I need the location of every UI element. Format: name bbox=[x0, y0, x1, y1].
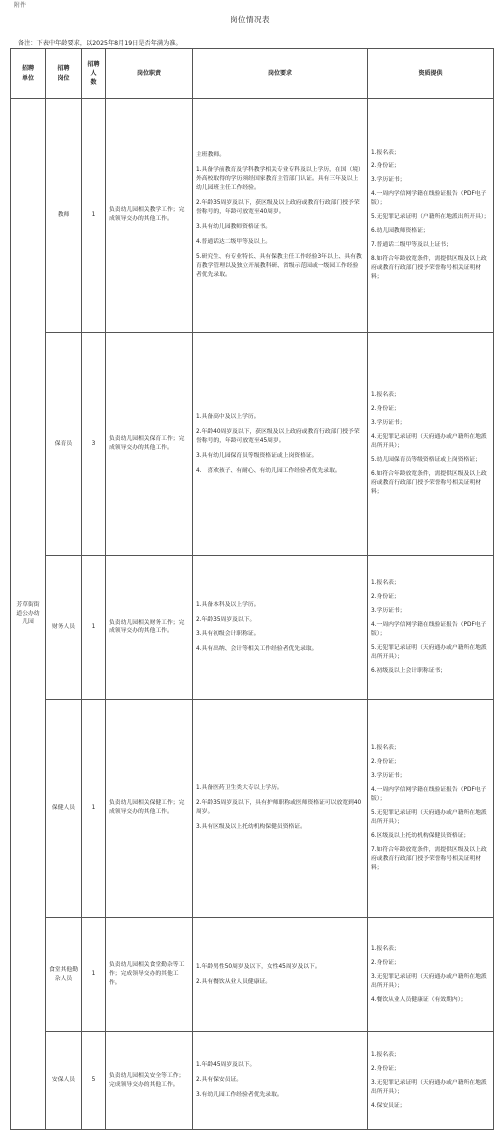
header-post: 招聘 岗位 bbox=[46, 49, 82, 99]
material-item: 3.学历证书； bbox=[371, 608, 406, 615]
requirement-item: 3.具有区级及以上托幼机构保健员资格证。 bbox=[196, 824, 306, 831]
material-item: 2.身份证； bbox=[371, 406, 400, 413]
material-item: 4.餐饮从业人员健康证（有效期内）； bbox=[371, 996, 467, 1003]
document-title: 岗位情况表 bbox=[230, 15, 270, 24]
materials-cell bbox=[368, 699, 494, 917]
header-duties: 岗位职责 bbox=[106, 49, 193, 99]
table-header-row bbox=[11, 49, 494, 99]
requirement-item: 4.具有出纳、会计等相关工作经验者优先录取。 bbox=[196, 646, 318, 653]
materials-cell bbox=[368, 1032, 494, 1130]
requirements-cell bbox=[193, 699, 368, 917]
post-cell: 财务人员 bbox=[46, 556, 82, 699]
attachment-label: 附件 bbox=[14, 2, 27, 9]
duties-cell: 负责幼儿园相关财务工作；完成领导交办的其他工作。 bbox=[106, 556, 193, 699]
material-item: 4.一周内学信网学籍在线验证报告（PDF电子版）； bbox=[371, 191, 487, 207]
table-row bbox=[11, 1032, 494, 1130]
requirement-item: 3.具有幼儿园教师资格证书。 bbox=[196, 223, 272, 230]
material-item: 6.初级及以上会计职称证书； bbox=[371, 667, 447, 674]
material-item: 4.一周内学信网学籍在线验证报告（PDF电子版）； bbox=[371, 622, 487, 637]
material-item: 4.保安员证； bbox=[371, 1102, 406, 1109]
material-item: 5.幼儿园保育员等级资格证或上岗资格证； bbox=[371, 457, 481, 464]
count-cell: 1 bbox=[82, 917, 106, 1031]
material-item: 1.报名表； bbox=[371, 580, 400, 587]
table-row bbox=[11, 99, 494, 333]
material-item: 2.身份证； bbox=[371, 1065, 400, 1072]
duties-cell: 负责幼儿园相关安全等工作；完成领导交办的其他工作。 bbox=[106, 1032, 193, 1130]
post-cell: 食堂其他勤杂人员 bbox=[46, 917, 82, 1031]
requirement-item: 1.年龄男性50周岁及以下，女性45周岁及以下。 bbox=[196, 963, 321, 970]
material-item: 5.无犯罪记录证明（天府通办或户籍所在地派出所开具）； bbox=[371, 644, 487, 660]
material-item: 8.如符合年龄放宽条件，需提供区级及以上政府或教育行政部门授予荣誉称号相关证明材料； bbox=[371, 256, 487, 281]
post-cell: 教师 bbox=[46, 99, 82, 333]
duties-cell: 负责幼儿园相关保健工作；完成领导交办的其他工作。 bbox=[106, 699, 193, 917]
duties-cell: 负责幼儿园相关教学工作；完成领导交办的其他工作。 bbox=[106, 99, 193, 333]
header-count: 招聘人 数 bbox=[82, 49, 106, 99]
materials-cell bbox=[368, 99, 494, 333]
duties-cell: 负责幼儿园相关保育工作；完成领导交办的其他工作。 bbox=[106, 332, 193, 555]
requirement-item: 2.年龄40周岁及以下，获区级及以上政府或教育行政部门授予荣誉称号的，年龄可放宽至45周岁。 bbox=[196, 428, 360, 444]
table-row bbox=[11, 917, 494, 1031]
duties-cell: 负责幼儿园相关食堂勤杂等工作；完成领导交办的其他工作。 bbox=[106, 917, 193, 1031]
material-item: 1.报名表； bbox=[371, 744, 400, 751]
material-item: 4.无犯罪记录证明（天府通办或户籍所在地派出所开具）； bbox=[371, 434, 487, 450]
material-item: 6.区级及以上托幼机构保健员资格证； bbox=[371, 832, 470, 839]
requirement-item: 1.具备医药卫生类大专以上学历。 bbox=[196, 785, 283, 792]
requirement-item: 2.具有餐饮从业人员健康证。 bbox=[196, 978, 272, 985]
table-row bbox=[11, 556, 494, 699]
requirement-item: 4.普通话达二级甲等及以上。 bbox=[196, 238, 272, 245]
materials-cell bbox=[368, 556, 494, 699]
header-unit: 招聘 单位 bbox=[11, 49, 46, 99]
table-row bbox=[11, 699, 494, 917]
post-cell: 保育员 bbox=[46, 332, 82, 555]
material-item: 1.报名表； bbox=[371, 149, 400, 156]
material-item: 4.一周内学信网学籍在线验证报告（PDF电子版）； bbox=[371, 786, 487, 802]
requirement-item: 2.年龄35周岁及以下。 bbox=[196, 616, 256, 623]
material-item: 3.学历证书； bbox=[371, 420, 406, 427]
material-item: 3.无犯罪记录证明（天府通办或户籍所在地派出所开具）； bbox=[371, 1079, 487, 1095]
requirements-cell bbox=[193, 99, 368, 333]
unit-cell bbox=[11, 99, 46, 1130]
count-cell: 5 bbox=[82, 1032, 106, 1130]
material-item: 1.报名表； bbox=[371, 945, 400, 952]
material-item: 5.无犯罪记录证明（天府通办或户籍所在地派出所开具）； bbox=[371, 809, 487, 825]
table-row bbox=[11, 332, 494, 555]
requirements-cell bbox=[193, 556, 368, 699]
requirement-item: 主班教师。 bbox=[196, 152, 225, 158]
material-item: 3.学历证书； bbox=[371, 772, 406, 779]
material-item: 1.报名表； bbox=[371, 1051, 400, 1058]
requirement-item: 3.具有初级会计职称证。 bbox=[196, 631, 260, 638]
requirement-item: 3.有幼儿园工作经验者优先录取。 bbox=[196, 1092, 283, 1099]
requirement-item: 1.具备本科及以上学历。 bbox=[196, 601, 260, 608]
age-remark: 备注：下表中年龄要求，以2025年8月19日是否年满为准。 bbox=[18, 40, 182, 47]
count-cell: 1 bbox=[82, 699, 106, 917]
header-requirements: 岗位要求 bbox=[193, 49, 368, 99]
requirement-item: 1.年龄45周岁及以下。 bbox=[196, 1062, 256, 1069]
count-cell: 3 bbox=[82, 332, 106, 555]
header-materials: 资质提供 bbox=[368, 49, 494, 99]
requirements-cell bbox=[193, 332, 368, 555]
requirement-item: 1.具备学前教育及学科教学相关专业专科及以上学历，在国（境）外高校取得的学历须经国家教育主管部门认证。具有三年及以上幼儿园班主任工作经验。 bbox=[196, 166, 364, 191]
requirements-cell bbox=[193, 1032, 368, 1130]
material-item: 3.学历证书； bbox=[371, 177, 406, 184]
requirement-item: 2.年龄35周岁及以下，具有护师职称或医师资格证可以放宽到40周岁。 bbox=[196, 800, 362, 816]
material-item: 3.无犯罪记录证明（天府通办或户籍所在地派出所开具）； bbox=[371, 973, 487, 989]
requirements-cell bbox=[193, 917, 368, 1031]
materials-cell bbox=[368, 917, 494, 1031]
requirement-item: 2.具有保安员证。 bbox=[196, 1077, 243, 1084]
material-item: 7.普通话二级甲等及以上证书； bbox=[371, 242, 452, 249]
material-item: 6.幼儿园教师资格证； bbox=[371, 228, 429, 235]
materials-cell bbox=[368, 332, 494, 555]
material-item: 2.身份证； bbox=[371, 594, 400, 601]
requirement-item: 5.研究生、有专业特长、具有保教主任工作经验3年以上、具有教育教学管理以及独立开展教科研、省级示范园或一级园工作经验者优先录取。 bbox=[196, 253, 362, 278]
requirement-item: 4. 喜欢孩子、有耐心、有幼儿园工作经验者优先录取。 bbox=[196, 467, 341, 474]
material-item: 2.身份证； bbox=[371, 163, 400, 170]
count-cell: 1 bbox=[82, 99, 106, 333]
material-item: 7.如符合年龄放宽条件，需提供区级及以上政府或教育行政部门授予荣誉称号相关证明材料； bbox=[371, 846, 487, 871]
requirement-item: 3.具有幼儿园保育员等级资格证或上岗资格证。 bbox=[196, 452, 318, 459]
material-item: 2.身份证； bbox=[371, 758, 400, 765]
requirement-item: 2.年龄35周岁及以下，获区级及以上政府或教育行政部门授予荣誉称号的，年龄可放宽至40周岁。 bbox=[196, 199, 360, 215]
material-item: 2.身份证； bbox=[371, 959, 400, 966]
count-cell: 1 bbox=[82, 556, 106, 699]
material-item: 5.无犯罪记录证明（户籍所在地派出所开具）； bbox=[371, 214, 490, 221]
post-cell: 安保人员 bbox=[46, 1032, 82, 1130]
unit-name: 芳草街街道公办幼儿园 bbox=[16, 601, 40, 626]
material-item: 6.如符合年龄放宽条件，需提供区级及以上政府或教育行政部门授予荣誉称号相关证明材料； bbox=[371, 471, 487, 495]
position-table bbox=[10, 48, 494, 1130]
material-item: 1.报名表； bbox=[371, 392, 400, 399]
post-cell: 保健人员 bbox=[46, 699, 82, 917]
requirement-item: 1.具备高中及以上学历。 bbox=[196, 413, 260, 420]
